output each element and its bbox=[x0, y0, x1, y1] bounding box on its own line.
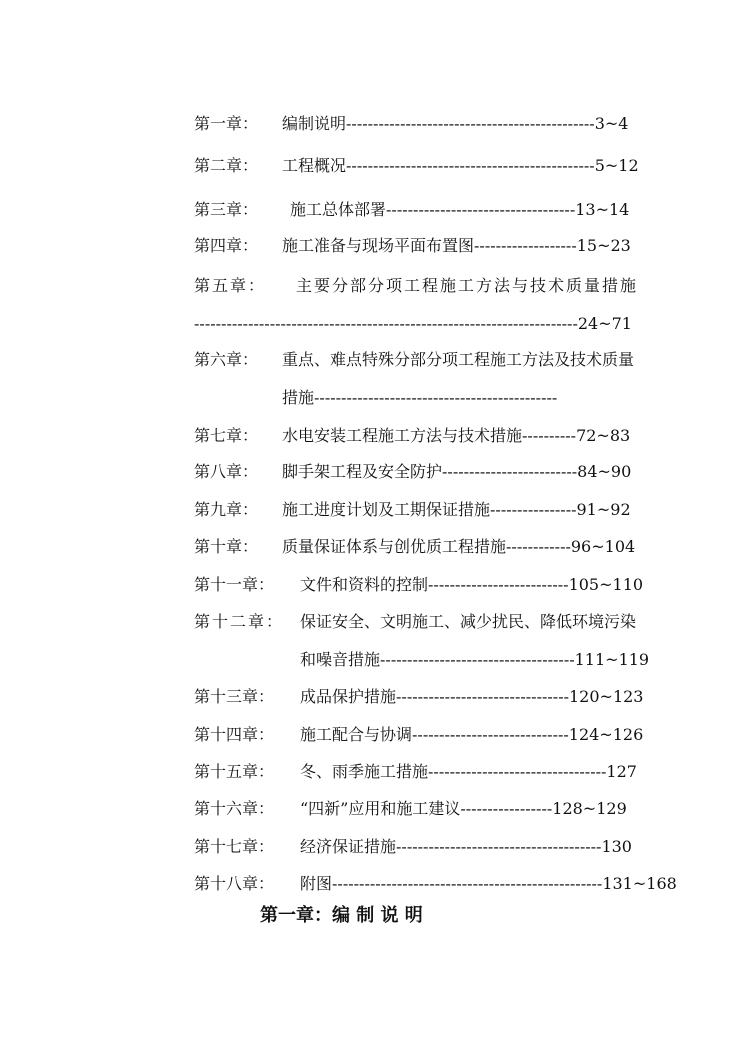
toc-entry-text: 重点、难点特殊分部分项工程施工方法及技术质量 bbox=[282, 350, 635, 369]
toc-chapter-label: 第六章： bbox=[194, 350, 259, 369]
toc-entry-text: 脚手架工程及安全防护-------------------------84~90 bbox=[282, 462, 632, 481]
toc-entry-text: 施工配合与协调-----------------------------124~126 bbox=[300, 725, 644, 744]
toc-chapter-label: 第十三章： bbox=[194, 687, 275, 706]
toc-entry-text: 质量保证体系与创优质工程措施------------96~104 bbox=[282, 537, 636, 556]
toc-entry-text: 主要分部分项工程施工方法与技术质量措施 bbox=[296, 276, 639, 295]
toc-entry-text: 水电安装工程施工方法与技术措施----------72~83 bbox=[282, 426, 631, 445]
toc-entry-text: 冬、雨季施工措施---------------------------------127 bbox=[300, 762, 637, 781]
toc-chapter-label: 第十二章： bbox=[194, 612, 285, 631]
toc-entry-text: 文件和资料的控制--------------------------105~110 bbox=[300, 575, 644, 594]
toc-entry-continuation: 措施--------------------------------------------- bbox=[282, 388, 558, 407]
toc-entry-continuation: 和噪音措施------------------------------------111~119 bbox=[300, 650, 650, 669]
toc-entry-text: 施工准备与现场平面布置图-------------------15~23 bbox=[282, 236, 631, 255]
toc-entry-text: 施工进度计划及工期保证措施----------------91~92 bbox=[282, 500, 631, 519]
toc-entry-text: 工程概况----------------------------------------------5~12 bbox=[282, 156, 639, 175]
toc-entry-text: 附图--------------------------------------------------131~168 bbox=[300, 874, 677, 893]
toc-chapter-label: 第七章： bbox=[194, 426, 259, 445]
toc-entry-text: 编制说明----------------------------------------------3~4 bbox=[282, 114, 629, 133]
toc-chapter-label: 第二章： bbox=[194, 156, 259, 175]
toc-chapter-label: 第十八章： bbox=[194, 874, 275, 893]
toc-chapter-label: 第三章： bbox=[194, 200, 259, 219]
toc-chapter-label: 第五章： bbox=[194, 276, 267, 295]
toc-chapter-label: 第十一章： bbox=[194, 575, 275, 594]
toc-chapter-label: 第八章： bbox=[194, 462, 259, 481]
section-heading: 第一章：编 制 说 明 bbox=[260, 905, 423, 926]
toc-chapter-label: 第十四章： bbox=[194, 725, 275, 744]
toc-entry-text: 施工总体部署-----------------------------------13~14 bbox=[290, 200, 630, 219]
toc-chapter-label: 第一章： bbox=[194, 114, 259, 133]
toc-entry-text: 成品保护措施--------------------------------120~123 bbox=[300, 687, 644, 706]
toc-chapter-label: 第十六章： bbox=[194, 799, 275, 818]
toc-chapter-label: 第四章： bbox=[194, 236, 259, 255]
toc-entry-text: “四新”应用和施工建议-----------------128~129 bbox=[300, 799, 627, 818]
toc-chapter-label: 第十五章： bbox=[194, 762, 275, 781]
toc-chapter-label: 第十章： bbox=[194, 537, 259, 556]
toc-chapter-label: 第十七章： bbox=[194, 837, 275, 856]
toc-chapter-label: 第九章： bbox=[194, 500, 259, 519]
toc-entry-continuation: -----------------------------------------------------------------------24~71 bbox=[194, 314, 632, 333]
toc-entry-text: 经济保证措施--------------------------------------130 bbox=[300, 837, 632, 856]
toc-entry-text: 保证安全、文明施工、减少扰民、降低环境污染 bbox=[300, 612, 637, 631]
